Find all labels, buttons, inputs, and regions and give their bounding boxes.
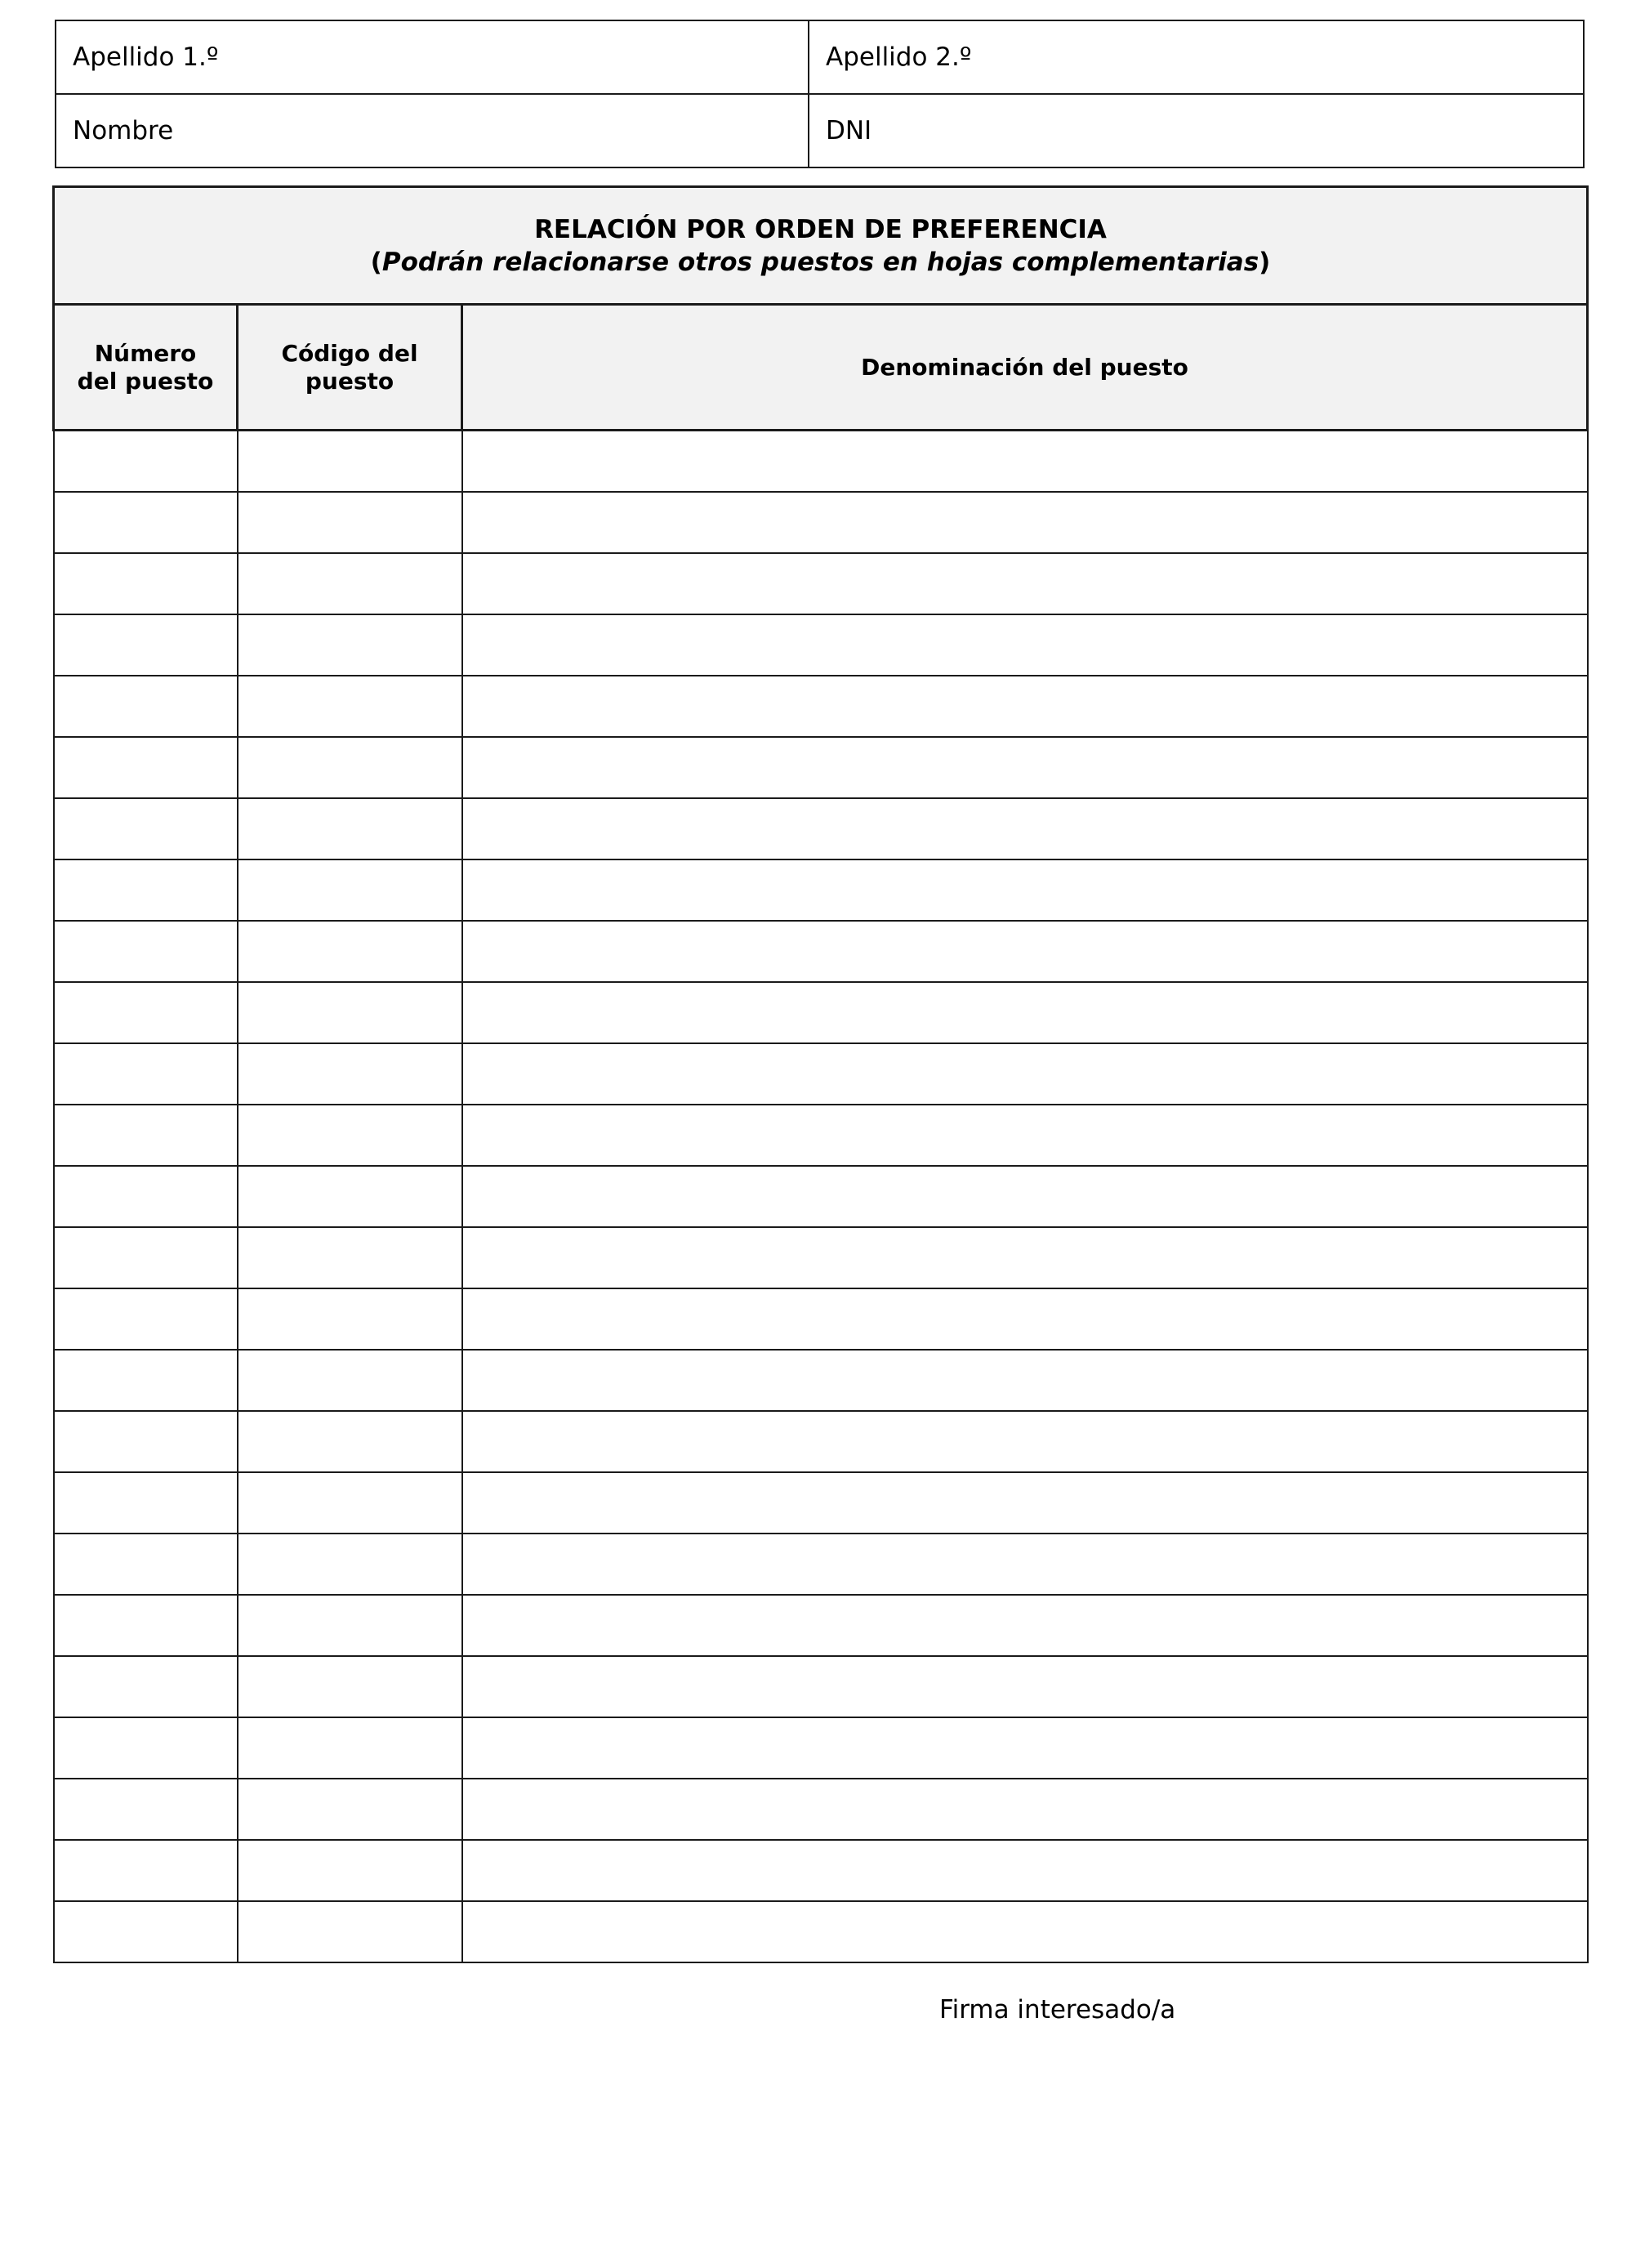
denominacion-cell[interactable] [462, 1595, 1588, 1656]
numero-cell[interactable] [54, 492, 238, 553]
table-row [54, 1472, 1588, 1534]
preference-table-body [54, 431, 1588, 1963]
codigo-cell[interactable] [238, 1227, 462, 1288]
denominacion-cell[interactable] [462, 1105, 1588, 1166]
preference-title-cell [54, 187, 1588, 305]
denominacion-cell[interactable] [462, 1472, 1588, 1534]
numero-cell[interactable] [54, 676, 238, 737]
table-row [54, 492, 1588, 553]
apellido1-field[interactable] [56, 20, 809, 94]
apellido2-field[interactable] [809, 20, 1584, 94]
codigo-cell[interactable] [238, 1656, 462, 1717]
numero-cell[interactable] [54, 982, 238, 1043]
preference-title: RELACIÓN POR ORDEN DE PREFERENCIA [534, 214, 1107, 244]
denominacion-cell[interactable] [462, 798, 1588, 859]
denominacion-cell[interactable] [462, 431, 1588, 493]
codigo-cell[interactable] [238, 1043, 462, 1105]
codigo-cell[interactable] [238, 1105, 462, 1166]
numero-cell[interactable] [54, 1840, 238, 1901]
numero-cell[interactable] [54, 553, 238, 614]
apellido1-label: Apellido 1.º [73, 42, 219, 72]
numero-cell[interactable] [54, 798, 238, 859]
denominacion-cell[interactable] [462, 1288, 1588, 1350]
denominacion-cell[interactable] [462, 1840, 1588, 1901]
denominacion-cell[interactable] [462, 676, 1588, 737]
codigo-cell[interactable] [238, 1779, 462, 1840]
numero-cell[interactable] [54, 1717, 238, 1779]
numero-cell[interactable] [54, 859, 238, 921]
table-row [54, 1288, 1588, 1350]
denominacion-cell[interactable] [462, 1779, 1588, 1840]
denominacion-cell[interactable] [462, 1534, 1588, 1595]
denominacion-cell[interactable] [462, 1166, 1588, 1227]
denominacion-cell[interactable] [462, 1043, 1588, 1105]
denominacion-cell[interactable] [462, 614, 1588, 676]
column-header-codigo [238, 305, 462, 431]
table-row [54, 553, 1588, 614]
codigo-cell[interactable] [238, 1411, 462, 1472]
codigo-cell[interactable] [238, 492, 462, 553]
numero-cell[interactable] [54, 1779, 238, 1840]
table-row [54, 982, 1588, 1043]
personal-row-surnames [56, 20, 1584, 94]
nombre-label: Nombre [73, 116, 174, 145]
preference-table [52, 185, 1589, 1963]
codigo-cell[interactable] [238, 431, 462, 493]
numero-cell[interactable] [54, 1411, 238, 1472]
codigo-cell[interactable] [238, 1350, 462, 1411]
numero-cell[interactable] [54, 737, 238, 798]
codigo-cell[interactable] [238, 614, 462, 676]
denominacion-cell[interactable] [462, 492, 1588, 553]
table-row [54, 1717, 1588, 1779]
preference-subtitle [55, 246, 1586, 279]
numero-cell[interactable] [54, 1288, 238, 1350]
codigo-cell[interactable] [238, 1166, 462, 1227]
numero-cell[interactable] [54, 1534, 238, 1595]
table-row [54, 676, 1588, 737]
denominacion-cell[interactable] [462, 1350, 1588, 1411]
codigo-cell[interactable] [238, 1901, 462, 1962]
preference-title-row [54, 187, 1588, 305]
denominacion-cell[interactable] [462, 737, 1588, 798]
subtitle-text: Podrán relacionarse otros puestos en hojas complementarias [381, 247, 1259, 277]
table-row [54, 1779, 1588, 1840]
numero-cell[interactable] [54, 1227, 238, 1288]
numero-header-line1: Número [94, 339, 197, 367]
numero-cell[interactable] [54, 614, 238, 676]
denominacion-cell[interactable] [462, 1717, 1588, 1779]
table-row [54, 431, 1588, 493]
personal-row-name [56, 94, 1584, 167]
numero-cell[interactable] [54, 1472, 238, 1534]
codigo-cell[interactable] [238, 676, 462, 737]
table-row [54, 1105, 1588, 1166]
numero-cell[interactable] [54, 921, 238, 982]
dni-label: DNI [826, 116, 872, 145]
table-row [54, 737, 1588, 798]
codigo-cell[interactable] [238, 1595, 462, 1656]
codigo-header-line1: Código del [281, 339, 418, 367]
personal-data-table [55, 20, 1585, 168]
codigo-cell[interactable] [238, 1534, 462, 1595]
table-row [54, 614, 1588, 676]
column-header-denominacion: Denominación del puesto [462, 305, 1588, 431]
denominacion-cell[interactable] [462, 553, 1588, 614]
numero-cell[interactable] [54, 431, 238, 493]
table-row [54, 1411, 1588, 1472]
column-header-numero [54, 305, 238, 431]
denominacion-cell[interactable] [462, 921, 1588, 982]
column-header-row [54, 305, 1588, 431]
denominacion-cell[interactable] [462, 1901, 1588, 1962]
subtitle-paren-open: ( [370, 247, 382, 277]
table-row [54, 1901, 1588, 1962]
table-row [54, 1166, 1588, 1227]
numero-cell[interactable] [54, 1350, 238, 1411]
codigo-cell[interactable] [238, 1717, 462, 1779]
codigo-cell[interactable] [238, 1472, 462, 1534]
codigo-cell[interactable] [238, 921, 462, 982]
numero-header-line2: del puesto [77, 367, 214, 395]
signature-label: Firma interesado/a [939, 1995, 1176, 2025]
numero-cell[interactable] [54, 1656, 238, 1717]
codigo-cell[interactable] [238, 1288, 462, 1350]
numero-cell[interactable] [54, 1166, 238, 1227]
table-row [54, 859, 1588, 921]
subtitle-paren-close: ) [1259, 247, 1271, 277]
table-row [54, 798, 1588, 859]
table-row [54, 1656, 1588, 1717]
codigo-cell[interactable] [238, 1840, 462, 1901]
table-row [54, 1534, 1588, 1595]
codigo-cell[interactable] [238, 859, 462, 921]
codigo-cell[interactable] [238, 982, 462, 1043]
apellido2-label: Apellido 2.º [826, 42, 972, 72]
numero-cell[interactable] [54, 1595, 238, 1656]
nombre-field[interactable] [56, 94, 809, 167]
numero-cell[interactable] [54, 1105, 238, 1166]
denominacion-cell[interactable] [462, 982, 1588, 1043]
table-row [54, 921, 1588, 982]
denominacion-cell[interactable] [462, 1411, 1588, 1472]
codigo-header-line2: puesto [305, 367, 395, 395]
table-row [54, 1840, 1588, 1901]
numero-cell[interactable] [54, 1901, 238, 1962]
dni-field[interactable] [809, 94, 1584, 167]
denominacion-cell[interactable] [462, 1227, 1588, 1288]
numero-cell[interactable] [54, 1043, 238, 1105]
table-row [54, 1350, 1588, 1411]
table-row [54, 1595, 1588, 1656]
denominacion-cell[interactable] [462, 859, 1588, 921]
codigo-cell[interactable] [238, 737, 462, 798]
table-row [54, 1227, 1588, 1288]
codigo-cell[interactable] [238, 553, 462, 614]
table-row [54, 1043, 1588, 1105]
denominacion-cell[interactable] [462, 1656, 1588, 1717]
codigo-cell[interactable] [238, 798, 462, 859]
